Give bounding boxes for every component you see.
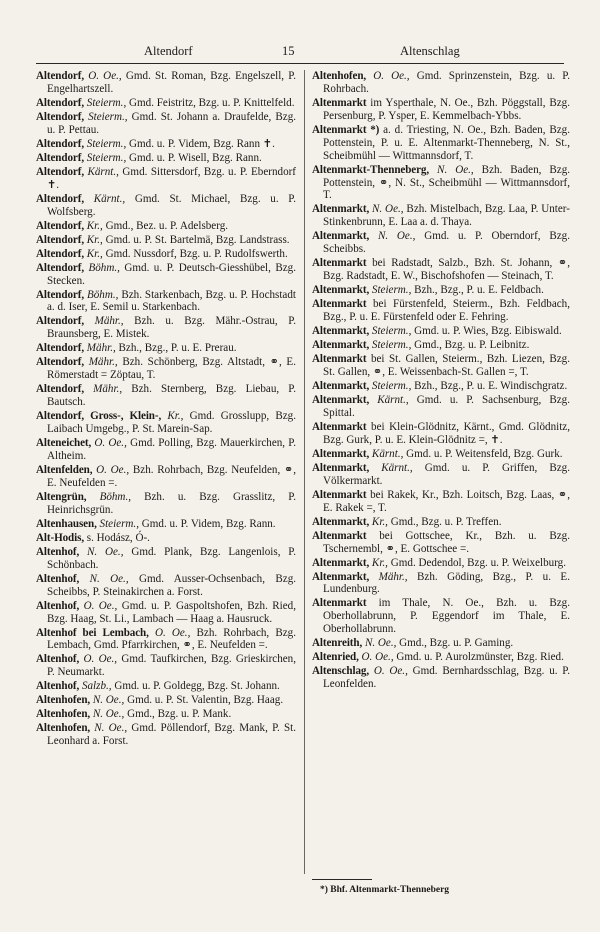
- entry-name: Altenmarkt,: [312, 393, 370, 406]
- entry-text: Bzh. u. Bzg. Grasslitz, P. Heinrichsgrün.: [47, 490, 296, 516]
- gazetteer-entry: [312, 489, 570, 515]
- entry-text: im Thale, N. Oe., Bzh. u. Bzg. Oberhollabrunn, P. Eggendorf im Thale, E. Oberhollabrunn.: [323, 597, 570, 636]
- gazetteer-entry: [312, 203, 570, 229]
- entry-region: N. Oe.,: [89, 572, 129, 585]
- gazetteer-entry: [36, 70, 296, 96]
- entry-name: Altenschlag,: [312, 665, 370, 678]
- entry-name: Altenhof,: [36, 680, 80, 693]
- entry-text: Gmd. Pöllendorf, Bzg. Mank, P. St. Leonhard a. Forst.: [47, 722, 297, 748]
- column-divider: [304, 70, 305, 874]
- entry-text: Bzh., Bzg., P. u. E. Feldbach.: [414, 284, 544, 297]
- gazetteer-entry: [36, 546, 296, 572]
- gazetteer-entry: [36, 248, 296, 261]
- entry-text: Bzh. Rohrbach, Bzg. Neufelden, ⚭, E. Neufelden =.: [47, 463, 297, 489]
- entry-region: Kr.,: [86, 219, 103, 232]
- entry-text: Gmd., Bzg. u. P. Gaming.: [399, 637, 514, 650]
- entry-region: Mähr.,: [88, 356, 118, 369]
- gazetteer-entry: [312, 637, 570, 650]
- entry-name: Altenmarkt *): [312, 123, 380, 136]
- entry-region: Kr.,: [371, 515, 388, 528]
- entry-text: Gmd. St. Michael, Bzg. u. P. Wolfsberg.: [47, 192, 296, 218]
- entry-text: bei Rakek, Kr., Bzh. Loitsch, Bzg. Laas, ⚭, E. Rakek =, T.: [323, 488, 570, 514]
- entry-region: Böhm.,: [99, 490, 131, 503]
- gazetteer-entry: [312, 651, 570, 664]
- gazetteer-entry: [36, 600, 296, 626]
- gazetteer-entry: [312, 97, 570, 123]
- entry-text: Gmd., Bzg. u. P. Mank.: [127, 708, 232, 721]
- gazetteer-entry: [312, 557, 570, 570]
- gazetteer-entry: [36, 234, 296, 247]
- entry-name: Altendorf,: [36, 261, 84, 274]
- gazetteer-entry: [312, 665, 570, 691]
- entry-name: Altenmarkt: [312, 257, 367, 270]
- entry-name: Altendorf,: [36, 70, 84, 82]
- entry-region: N. Oe.,: [94, 722, 128, 735]
- entry-name: Alt-Hodis,: [36, 531, 85, 544]
- entry-region: Kr.,: [86, 247, 103, 260]
- gazetteer-entry: [36, 518, 296, 531]
- entry-text: Gmd. u. P. Sachsenburg, Bzg. Spittal.: [323, 393, 571, 419]
- entry-name: Altendorf, Gross-, Klein-,: [36, 410, 162, 423]
- entry-name: Altenmarkt,: [312, 379, 370, 392]
- entry-name: Altenmarkt,: [312, 339, 370, 352]
- gazetteer-entry: [312, 70, 570, 96]
- entry-region: Kärnt.,: [87, 165, 119, 178]
- entry-name: Altenhausen,: [36, 517, 97, 530]
- entry-region: N. Oe.,: [364, 637, 397, 650]
- entry-name: Altenhofen,: [312, 70, 367, 82]
- entry-name: Altenmarkt: [312, 353, 367, 366]
- entry-region: Steierm.,: [86, 137, 127, 150]
- entry-region: Böhm.,: [86, 288, 119, 301]
- entry-region: Kärnt.,: [377, 393, 409, 406]
- gazetteer-entry: [312, 530, 570, 556]
- entry-region: O. Oe.,: [373, 70, 410, 82]
- gazetteer-entry: [312, 380, 570, 393]
- entry-region: Kärnt.,: [93, 192, 126, 205]
- entry-region: Steierm.,: [371, 284, 412, 297]
- entry-region: N. Oe.,: [92, 694, 125, 707]
- entry-region: Steierm.,: [371, 339, 412, 352]
- entry-name: Altenhof,: [36, 653, 80, 666]
- entry-name: Altendorf,: [36, 110, 84, 123]
- entry-name: Altenmarkt: [312, 488, 367, 501]
- gazetteer-entry: [312, 284, 570, 297]
- entry-region: O. Oe.,: [94, 437, 127, 450]
- footnote-rule: [312, 879, 372, 880]
- gazetteer-entry: [312, 353, 570, 379]
- entry-region: O. Oe.,: [373, 665, 408, 678]
- entry-region: Steierm.,: [86, 151, 127, 164]
- entry-region: Steierm.,: [371, 325, 412, 338]
- entry-name: Altenmarkt: [312, 420, 367, 433]
- entry-text: Gmd., Bzg. u. P. Leibnitz.: [414, 339, 530, 352]
- entry-text: a. d. Triesting, N. Oe., Bzh. Baden, Bzg. Pottenstein, P. u. E. Altenmarkt-Thenneberg, N. St., Scheibmühl — Wittmannsdorf, T.: [323, 123, 570, 162]
- header-rule: [36, 63, 564, 64]
- entry-text: Gmd. u. P. Oberndorf, Bzg. Scheibbs.: [323, 230, 570, 256]
- entry-name: Altenhofen,: [36, 708, 91, 721]
- gazetteer-entry: [36, 111, 296, 137]
- right-column: [312, 70, 570, 692]
- entry-text: Gmd. St. Roman, Bzg. Engelszell, P. Engelhartszell.: [47, 70, 296, 95]
- entry-region: N. Oe.,: [87, 545, 124, 558]
- entry-name: Altenried,: [312, 651, 359, 664]
- entry-region: Kärnt.,: [371, 447, 404, 460]
- entry-name: Altenmarkt,: [312, 325, 370, 338]
- entry-name: Altendorf,: [36, 151, 84, 164]
- entry-name: Altendorf,: [36, 315, 84, 328]
- page-number: 15: [282, 44, 295, 58]
- entry-region: Salzb.,: [81, 680, 112, 693]
- entry-region: N. Oe.,: [92, 708, 125, 721]
- gazetteer-entry: [36, 464, 296, 490]
- entry-text: Gmd. u. P. Goldegg, Bzg. St. Johann.: [114, 680, 280, 693]
- entry-text: Gmd. Dedendol, Bzg. u. P. Weixelburg.: [390, 556, 567, 569]
- gazetteer-entry: [36, 138, 296, 151]
- entry-text: Gmd. u. P. Deutsch-Giesshübel, Bzg. Stecken.: [47, 261, 296, 287]
- entry-text: bei Klein-Glödnitz, Kärnt., Gmd. Glödnitz, Bzg. Gurk, P. u. E. Klein-Glödnitz =, ✝.: [323, 420, 570, 446]
- entry-region: N. Oe.,: [372, 203, 404, 216]
- entry-region: O. Oe.,: [83, 653, 118, 666]
- entry-text: Bzh. Sternberg, Bzg. Liebau, P. Bautsch.: [47, 383, 296, 409]
- entry-name: Altendorf,: [36, 219, 84, 232]
- entry-text: bei Gottschee, Kr., Bzh. u. Bzg. Tschernembl, ⚭, E. Gottschee =.: [323, 529, 570, 555]
- gazetteer-entry: [36, 532, 296, 545]
- entry-text: Gmd. Nussdorf, Bzg. u. P. Rudolfswerth.: [105, 247, 288, 260]
- entry-name: Altendorf,: [36, 288, 84, 301]
- gazetteer-entry: [36, 315, 296, 341]
- gazetteer-entry: [36, 152, 296, 165]
- entry-text: Gmd. u. P. Weitensfeld, Bzg. Gurk.: [406, 447, 563, 460]
- gazetteer-entry: [36, 383, 296, 409]
- entry-region: N. Oe.,: [377, 230, 416, 243]
- entry-name: Altenmarkt,: [312, 447, 370, 460]
- entry-name: Altenmarkt,: [312, 203, 370, 216]
- entry-text: Gmd. u. P. Wisell, Bzg. Rann.: [129, 151, 262, 164]
- entry-region: Kr.,: [86, 233, 103, 246]
- entry-text: Gmd. Sittersdorf, Bzg. u. P. Eberndorf ✝.: [47, 165, 296, 191]
- entry-text: Gmd. u. P. St. Valentin, Bzg. Haag.: [127, 694, 284, 707]
- header-right-term: Altenschlag: [400, 44, 460, 58]
- entry-region: Mähr.,: [94, 315, 124, 328]
- entry-text: Bzh. Mistelbach, Bzg. Laa, P. Unter-Stinkenbrunn, E. Laa a. d. Thaya.: [323, 203, 570, 229]
- entry-text: Gmd. u. P. St. Bartelmä, Bzg. Landstrass.: [105, 233, 290, 246]
- entry-text: Gmd. Ausser-Ochsenbach, Bzg. Scheibbs, P. Steinakirchen a. Forst.: [47, 572, 297, 598]
- entry-text: Bzh. Göding, Bzg., P. u. E. Lundenburg.: [323, 570, 570, 596]
- entry-name: Altenmarkt: [312, 298, 367, 311]
- gazetteer-entry: [312, 462, 570, 488]
- gazetteer-entry: [312, 448, 570, 461]
- gazetteer-entry: [312, 516, 570, 529]
- entry-region: Mähr.,: [93, 383, 123, 396]
- entry-text: bei St. Gallen, Steierm., Bzh. Liezen, Bzg. St. Gallen, ⚭, E. Weissenbach-St. Gallen =, T.: [323, 353, 570, 378]
- entry-text: Gmd. u. P. Aurolzmünster, Bzg. Ried.: [396, 651, 564, 664]
- entry-name: Altenhof,: [36, 545, 80, 558]
- entry-name: Altenhofen,: [36, 694, 91, 707]
- entry-text: bei Fürstenfeld, Steierm., Bzh. Feldbach, Bzg., P. u. E. Fürstenfeld oder E. Fehring.: [323, 298, 570, 324]
- entry-region: Mähr.,: [378, 570, 408, 583]
- gazetteer-entry: [36, 342, 296, 355]
- entry-name: Altendorf,: [36, 96, 84, 109]
- gazetteer-entry: [312, 164, 570, 203]
- entry-text: Gmd. Sprinzenstein, Bzg. u. P. Rohrbach.: [323, 70, 570, 95]
- gazetteer-entry: [36, 262, 296, 288]
- entry-name: Altenhof bei Lembach,: [36, 626, 149, 639]
- gazetteer-entry: [312, 571, 570, 597]
- entry-text: Gmd. u. P. Gaspoltshofen, Bzh. Ried, Bzg. Haag, St. Li., Lambach — Haag a. Hausruck.: [47, 599, 296, 625]
- entry-text: Gmd. u. P. Videm, Bzg. Rann.: [141, 517, 276, 530]
- gazetteer-entry: [312, 124, 570, 163]
- gazetteer-entry: [312, 597, 570, 636]
- entry-text: s. Hodász, Ó-.: [86, 531, 150, 544]
- footnote: *) Bhf. Altenmarkt-Thenneberg: [320, 885, 450, 895]
- gazetteer-entry: [312, 230, 570, 256]
- entry-name: Altenmarkt: [312, 529, 367, 542]
- gazetteer-entry: [36, 722, 296, 748]
- entry-text: im Ysperthale, N. Oe., Bzh. Pöggstall, Bzg. Persenburg, P. Ysper, E. Kemmelbach-Ybbs.: [323, 96, 570, 122]
- gazetteer-entry: [36, 356, 296, 382]
- entry-text: Gmd. Grosslupp, Bzg. Laibach Umgebg., P. St. Marein-Sap.: [47, 410, 296, 436]
- gazetteer-entry: [36, 437, 296, 463]
- gazetteer-entry: [36, 410, 296, 436]
- entry-name: Altendorf,: [36, 247, 84, 260]
- entry-name: Altendorf,: [36, 137, 84, 150]
- entry-region: O. Oe.,: [88, 70, 122, 82]
- entry-name: Altenmarkt: [312, 96, 367, 109]
- entry-region: Kärnt.,: [381, 461, 413, 474]
- entry-name: Altenmarkt,: [312, 556, 370, 569]
- gazetteer-entry: [36, 166, 296, 192]
- entry-name: Altenhof,: [36, 599, 80, 612]
- entry-region: O. Oe.,: [83, 599, 118, 612]
- entry-name: Altendorf,: [36, 356, 84, 369]
- entry-name: Altenmarkt,: [312, 570, 370, 583]
- entry-region: Steierm.,: [99, 517, 139, 530]
- entry-text: bei Radstadt, Salzb., Bzh. St. Johann, ⚭, Bzg. Radstadt, E. W., Bischofshofen — Steinach, T.: [323, 257, 570, 283]
- gazetteer-entry: [36, 708, 296, 721]
- gazetteer-entry: [36, 680, 296, 693]
- entry-text: Bzh. u. Bzg. Mähr.-Ostrau, P. Braunsberg, E. Mistek.: [47, 315, 296, 341]
- gazetteer-entry: [312, 325, 570, 338]
- entry-text: Gmd. St. Johann a. Draufelde, Bzg. u. P. Pettau.: [47, 110, 297, 136]
- gazetteer-entry: [312, 421, 570, 447]
- entry-name: Altenmarkt-Thenneberg,: [312, 163, 430, 176]
- entry-name: Altenmarkt: [312, 597, 367, 610]
- gazetteer-entry: [36, 694, 296, 707]
- entry-region: Mähr.,: [86, 342, 116, 355]
- entry-region: Kr.,: [371, 556, 388, 569]
- entry-text: Gmd. Bernhardsschlag, Bzg. u. P. Leonfelden.: [323, 665, 570, 691]
- entry-name: Altendorf,: [36, 233, 84, 246]
- gazetteer-entry: [36, 289, 296, 315]
- entry-name: Altenfelden,: [36, 463, 93, 476]
- gazetteer-entry: [36, 97, 296, 110]
- entry-region: O. Oe.,: [154, 626, 191, 639]
- entry-text: Gmd. u. P. Wies, Bzg. Eibiswald.: [414, 325, 562, 338]
- entry-name: Altendorf,: [36, 383, 84, 396]
- entry-text: Gmd., Bzg. u. P. Treffen.: [390, 515, 502, 528]
- gazetteer-entry: [312, 257, 570, 283]
- entry-name: Alteneichet,: [36, 437, 92, 450]
- entry-text: Bzh. Schönberg, Bzg. Altstadt, ⚭, E. Römerstadt = Zöptau, T.: [47, 356, 296, 382]
- entry-name: Altendorf,: [36, 165, 84, 178]
- entry-name: Altenreith,: [312, 637, 363, 650]
- gazetteer-entry: [36, 653, 296, 679]
- entry-region: Steierm.,: [88, 110, 128, 123]
- gazetteer-entry: [36, 491, 296, 517]
- gazetteer-entry: [312, 339, 570, 352]
- entry-text: Gmd., Bez. u. P. Adelsberg.: [105, 219, 229, 232]
- entry-text: Gmd. Feistritz, Bzg. u. P. Knittelfeld.: [129, 96, 295, 109]
- entry-region: O. Oe.,: [361, 651, 394, 664]
- entry-name: Altenhofen,: [36, 722, 91, 735]
- entry-name: Altenmarkt,: [312, 461, 370, 474]
- header-left-term: Altendorf: [144, 44, 193, 58]
- entry-text: Gmd. Plank, Bzg. Langenlois, P. Schönbach.: [47, 545, 297, 571]
- entry-name: Altenmarkt,: [312, 515, 370, 528]
- gazetteer-entry: [36, 193, 296, 219]
- entry-region: Steierm.,: [86, 96, 127, 109]
- entry-name: Altenmarkt,: [312, 230, 370, 243]
- page-header: [36, 44, 564, 64]
- entry-region: Böhm.,: [88, 261, 120, 274]
- entry-text: Gmd. u. P. Videm, Bzg. Rann ✝.: [129, 137, 275, 150]
- entry-name: Altengrün,: [36, 490, 87, 503]
- entry-text: Bzh. Starkenbach, Bzg. u. P. Hochstadt a. d. Iser, E. Semil u. Starkenbach.: [47, 288, 296, 314]
- entry-region: O. Oe.,: [96, 463, 130, 476]
- entry-text: Bzh., Bzg., P. u. E. Prerau.: [118, 342, 237, 355]
- gazetteer-entry: [36, 573, 296, 599]
- entry-region: Steierm.,: [371, 379, 412, 392]
- entry-region: N. Oe.,: [437, 163, 474, 176]
- gazetteer-entry: [312, 394, 570, 420]
- entry-name: Altenhof,: [36, 572, 80, 585]
- entry-text: Gmd. Taufkirchen, Bzg. Grieskirchen, P. Neumarkt.: [47, 653, 296, 679]
- entry-text: Bzh. Baden, Bzg. Pottenstein, ⚭, N. St., Scheibmühl — Wittmannsdorf, T.: [323, 163, 571, 202]
- entry-text: Bzh., Bzg., P. u. E. Windischgratz.: [414, 379, 568, 392]
- entry-text: Bzh. Rohrbach, Bzg. Lembach, Gmd. Pfarrkirchen, ⚭, E. Neufelden =.: [47, 626, 296, 652]
- entry-name: Altendorf,: [36, 342, 84, 355]
- left-column: [36, 70, 296, 749]
- gazetteer-entry: [312, 298, 570, 324]
- entry-region: Kr.,: [167, 410, 184, 423]
- entry-text: Gmd. Polling, Bzg. Mauerkirchen, P. Altheim.: [47, 437, 296, 462]
- entry-name: Altendorf,: [36, 192, 84, 205]
- gazetteer-entry: [36, 627, 296, 653]
- entry-text: Gmd. u. P. Griffen, Bzg. Völkermarkt.: [323, 461, 570, 487]
- entry-name: Altenmarkt,: [312, 284, 370, 297]
- gazetteer-entry: [36, 220, 296, 233]
